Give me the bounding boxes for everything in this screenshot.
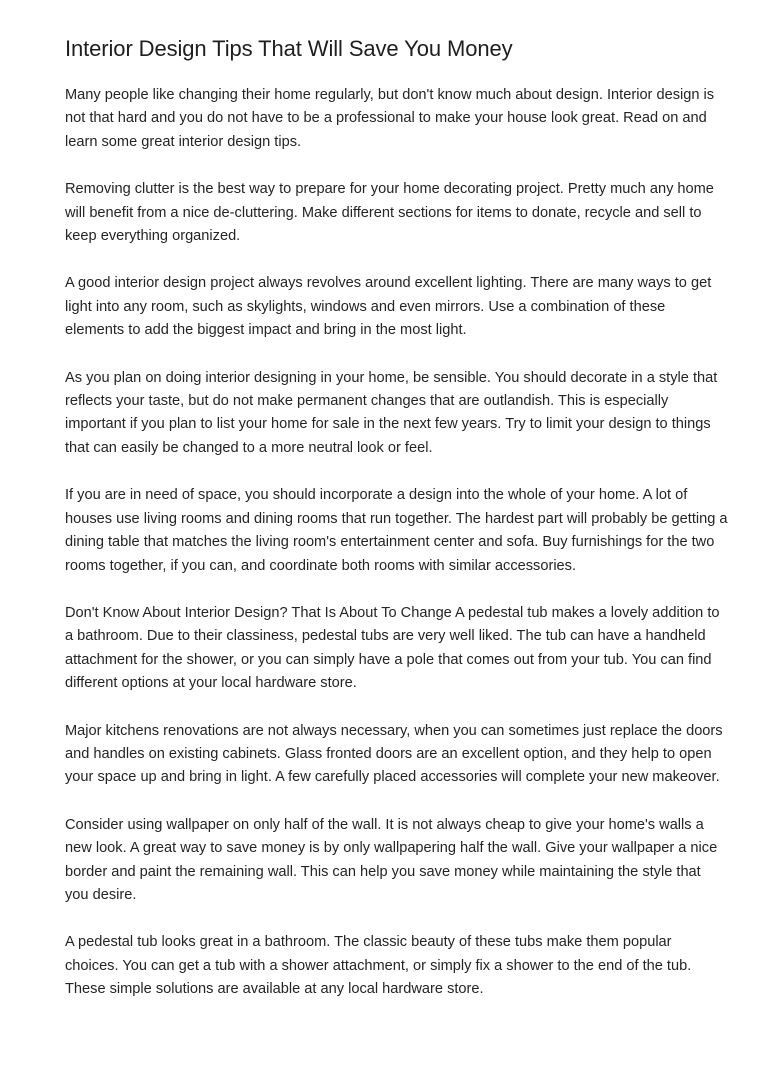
document-body	[65, 84, 728, 1002]
paragraph-1: Many people like changing their home regularly, but don't know much about design. Interior design is not that hard and you do not have to be a professional to make your house look great. Read on and learn some great interior design tips.	[65, 87, 715, 150]
paragraph-9: A pedestal tub looks great in a bathroom. The classic beauty of these tubs make them popular choices. You can get a tub with a shower attachment, or simply fix a shower to the end of the tub. These simple solutions are available at any local hardware store.	[65, 934, 692, 998]
paragraph-4: As you plan on doing interior designing in your home, be sensible. You should decorate in a style that reflects your taste, but do not make permanent changes that are outlandish. This is especially important if you plan to list your home for sale in the next few years. Try to limit your design to things that can easily be changed to a more neutral look or feel.	[65, 369, 718, 456]
page-title: Interior Design Tips That Will Save You Money	[65, 36, 513, 61]
paragraph-6: Don't Know About Interior Design? That Is About To Change A pedestal tub makes a lovely addition to a bathroom. Due to their classiness, pedestal tubs are very well liked. The tub can have a handheld attachment for the shower, or you can simply have a pole that comes out from your tub. You can find different options at your local hardware store.	[65, 604, 720, 692]
paragraph-7: Major kitchens renovations are not always necessary, when you can sometimes just replace the doors and handles on existing cabinets. Glass fronted doors are an excellent option, and they help to open your space up and bring in light. A few carefully placed accessories will complete your new makeover.	[65, 722, 723, 786]
paragraph-8: Consider using wallpaper on only half of the wall. It is not always cheap to give your home's walls a new look. A great way to save money is by only wallpapering half the wall. Give your wallpaper a nice border and paint the remaining wall. This can help you save money while maintaining the style that you desire.	[65, 816, 718, 903]
paragraph-2: Removing clutter is the best way to prepare for your home decorating project. Pretty much any home will benefit from a nice de-cluttering. Make different sections for items to donate, recycle and sell to keep everything organized.	[65, 181, 714, 245]
paragraph-5: If you are in need of space, you should incorporate a design into the whole of your home. A lot of houses use living rooms and dining rooms that run together. The hardest part will probably be getting a dining table that matches the living room's entertainment center and sofa. Buy furnishings for the two rooms together, if you can, and coordinate both rooms with similar accessories.	[65, 487, 728, 574]
paragraph-3: A good interior design project always revolves around excellent lighting. There are many ways to get light into any room, such as skylights, windows and even mirrors. Use a combination of these elements to add the biggest impact and bring in the most light.	[65, 275, 712, 339]
